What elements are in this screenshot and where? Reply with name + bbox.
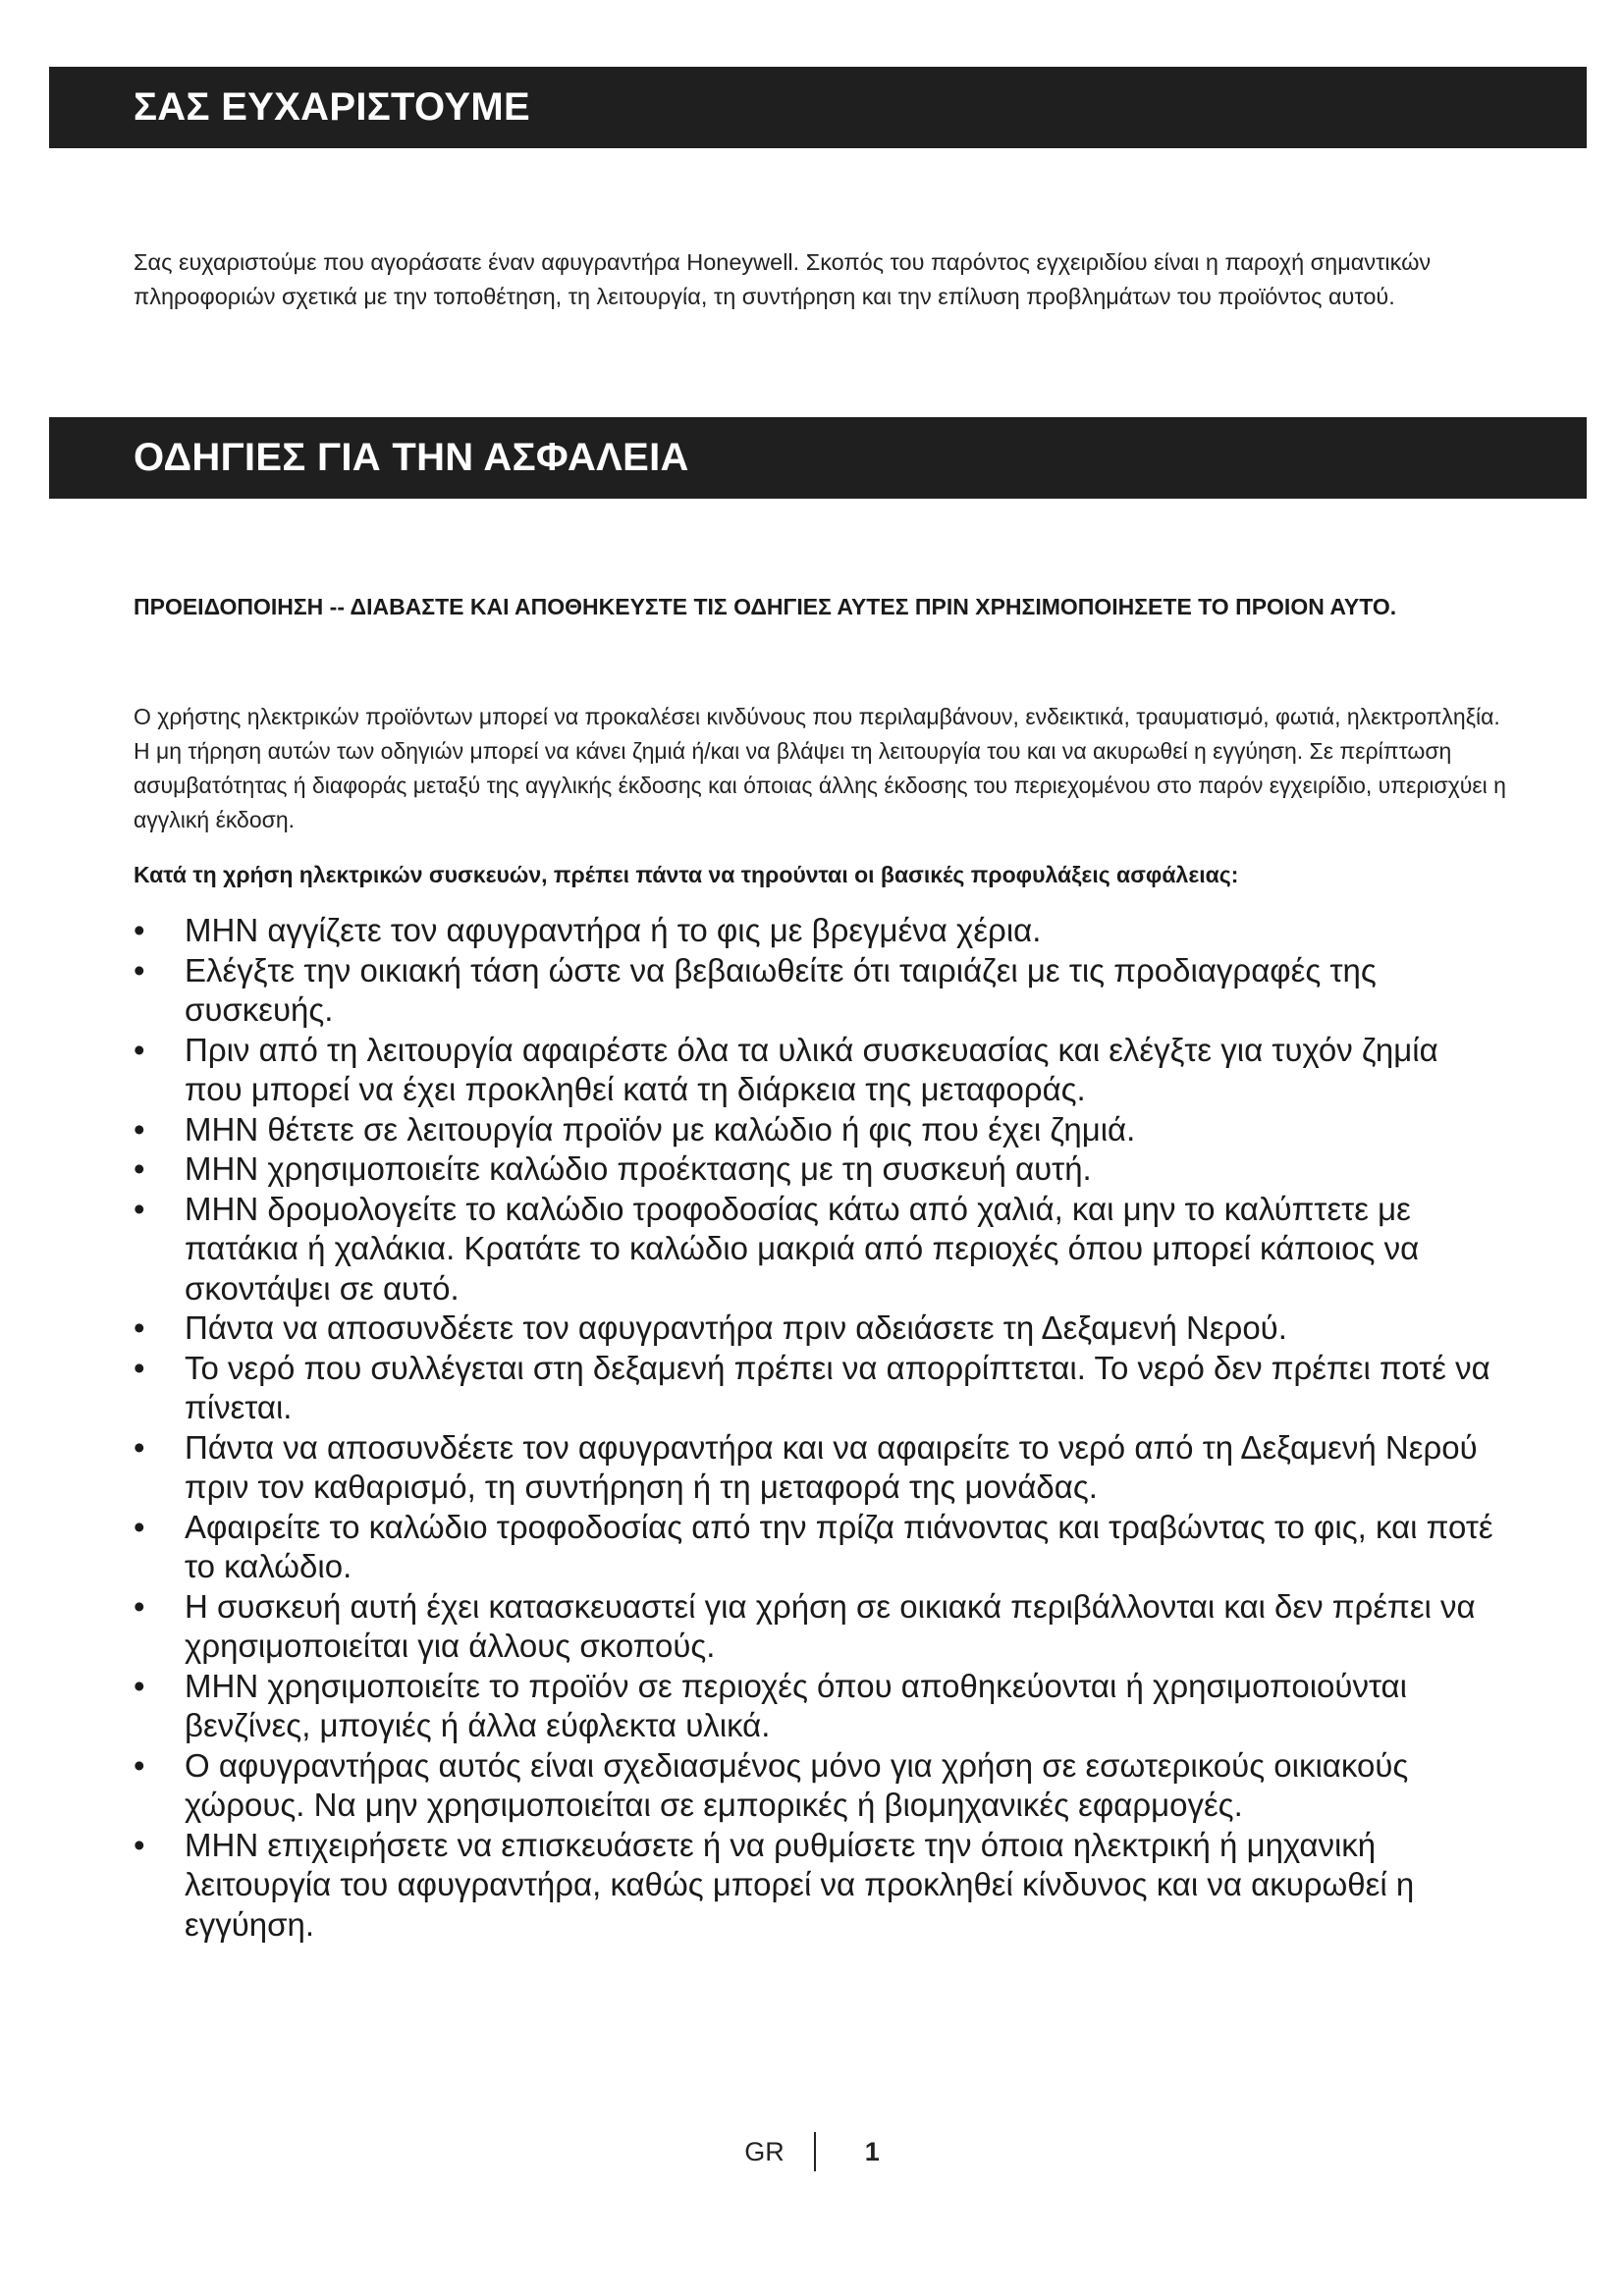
list-item [134,1031,1500,1110]
warning-heading: ΠΡΟΕΙΔΟΠΟΙΗΣΗ -- ΔΙΑΒΑΣΤΕ ΚΑΙ ΑΠΟΘΗΚΕΥΣΤΕ ΤΙΣ ΟΔΗΓΙΕΣ ΑΥΤΕΣ ΠΡΙΝ ΧΡΗΣΙΜΟΠΟΙΗΣΕΤΕ ΤΟ ΠΡΟΙΟΝ ΑΥΤΟ. [134,594,1397,619]
section-header-thanks [49,67,1587,148]
list-item [134,1826,1500,1946]
list-item [134,951,1500,1031]
language-code: GR [744,2136,785,2166]
rule-text: Αφαιρείτε το καλώδιο τροφοδοσίας από την πρίζα πιάνοντας και τραβώντας το φις, και ποτέ το καλώδιο. [185,1508,1493,1584]
rule-text: ΜΗΝ θέτετε σε λειτουργία προϊόν με καλώδιο ή φις που έχει ζημιά. [185,1110,1136,1148]
rule-text: Πριν από τη λειτουργία αφαιρέστε όλα τα υλικά συσκευασίας και ελέγξτε για τυχόν ζημία που μπορεί να έχει προκληθεί κατά τη διάρκεια της μεταφοράς. [185,1031,1438,1107]
rule-text: Πάντα να αποσυνδέετε τον αφυγραντήρα πριν αδειάσετε τη Δεξαμενή Νερού. [185,1309,1287,1346]
rule-text: ΜΗΝ χρησιμοποιείτε καλώδιο προέκτασης με τη συσκευή αυτή. [185,1150,1092,1187]
bullet-icon: • [134,1309,145,1346]
rule-text: Ελέγξτε την οικιακή τάση ώστε να βεβαιωθείτε ότι ταιριάζει με τις προδιαγραφές της συσκευής. [185,951,1377,1028]
page-footer [0,2132,1624,2171]
list-item [134,1190,1500,1309]
section-title-safety: ΟΔΗΓΙΕΣ ΓΙΑ ΤΗΝ ΑΣΦΑΛΕΙΑ [134,436,689,479]
footer-divider [814,2132,816,2171]
list-item [134,1428,1500,1508]
bullet-icon: • [134,1428,145,1466]
page-number: 1 [864,2136,880,2166]
bullet-icon: • [134,1031,145,1068]
bullet-icon: • [134,1826,145,1863]
list-item [134,1149,1500,1190]
bullet-icon: • [134,912,145,948]
bullet-icon: • [134,1587,145,1625]
bullet-icon: • [134,1150,145,1187]
bullet-icon: • [134,1508,145,1545]
rule-text: Πάντα να αποσυνδέετε τον αφυγραντήρα και να αφαιρείτε το νερό από τη Δεξαμενή Νερού πριν τον καθαρισμό, τη συντήρηση ή τη μεταφορά της μονάδας. [185,1428,1478,1505]
rule-text: ΜΗΝ χρησιμοποιείτε το προϊόν σε περιοχές όπου αποθηκεύονται ή χρησιμοποιούνται βενζίνες, μπογιές ή άλλα εύφλεκτα υλικά. [185,1667,1407,1743]
rule-text: ΜΗΝ δρομολογείτε το καλώδιο τροφοδοσίας κάτω από χαλιά, και μην το καλύπτετε με πατάκια ή χαλάκια. Κρατάτε το καλώδιο μακριά από περιοχές όπου μπορεί κάποιος να σκοντάψει σε αυτό. [185,1190,1420,1307]
rule-text: ΜΗΝ αγγίζετε τον αφυγραντήρα ή το φις με βρεγμένα χέρια. [185,912,1042,948]
bullet-icon: • [134,1190,145,1227]
precautions-title: Κατά τη χρήση ηλεκτρικών συσκευών, πρέπει πάντα να τηρούνται οι βασικές προφυλάξεις ασφάλειας: [134,862,1239,887]
rule-text: Η συσκευή αυτή έχει κατασκευαστεί για χρήση σε οικιακά περιβάλλονται και δεν πρέπει να χρησιμοποιείται για άλλους σκοπούς. [185,1587,1476,1664]
disclaimer-paragraph: Ο χρήστης ηλεκτρικών προϊόντων μπορεί να προκαλέσει κινδύνους που περιλαμβάνουν, ενδεικτικά, τραυματισμό, φωτιά, ηλεκτροπληξία. Η μη τήρηση αυτών των οδηγιών μπορεί να κάνει ζημιά ή/και να βλάψει τη λειτουργία του και να ακυρωθεί η εγγύηση. Σε περίπτωση ασυμβατότητας ή διαφοράς μεταξύ της αγγλικής έκδοσης και όποιας άλλης έκδοσης του περιεχομένου στο παρόν εγχειρίδιο, υπερισχύει η αγγλική έκδοση. [134,704,1506,832]
list-item [134,1110,1500,1150]
bullet-icon: • [134,1667,145,1704]
list-item [134,1308,1500,1349]
list-item [134,1508,1500,1587]
list-item [134,1349,1500,1428]
bullet-icon: • [134,1110,145,1148]
rule-text: Ο αφυγραντήρας αυτός είναι σχεδιασμένος μόνο για χρήση σε εσωτερικούς οικιακούς χώρους. Να μην χρησιμοποιείται σε εμπορικές ή βιομηχανικές εφαρμογές. [185,1746,1409,1823]
section-header-safety [49,417,1587,499]
rule-text: Το νερό που συλλέγεται στη δεξαμενή πρέπει να απορρίπτεται. Το νερό δεν πρέπει ποτέ να πίνεται. [185,1349,1490,1425]
bullet-icon: • [134,1349,145,1386]
rule-text: ΜΗΝ επιχειρήσετε να επισκευάσετε ή να ρυθμίσετε την όποια ηλεκτρική ή μηχανική λειτουργία του αφυγραντήρα, καθώς μπορεί να προκληθεί κίνδυνος και να ακυρωθεί η εγγύηση. [185,1826,1415,1943]
safety-rules-list [134,911,1500,1945]
list-item [134,1587,1500,1667]
list-item [134,1746,1500,1826]
list-item [134,911,1500,951]
bullet-icon: • [134,1746,145,1784]
section-title-thanks: ΣΑΣ ΕΥΧΑΡΙΣΤΟΥΜΕ [134,85,530,129]
intro-paragraph: Σας ευχαριστούμε που αγοράσατε έναν αφυγραντήρα Honeywell. Σκοπός του παρόντος εγχειριδίου είναι η παροχή σημαντικών πληροφοριών σχετικά με την τοποθέτηση, τη λειτουργία, τη συντήρηση και την επίλυση προβλημάτων του προϊόντος αυτού. [134,249,1432,309]
bullet-icon: • [134,951,145,988]
list-item [134,1667,1500,1746]
